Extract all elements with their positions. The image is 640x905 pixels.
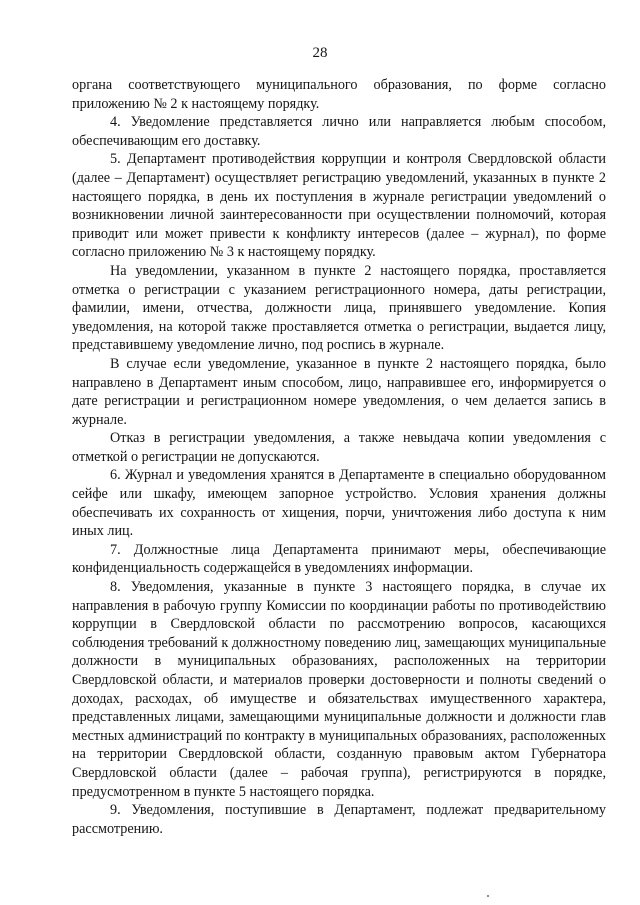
paragraph-item-4: 4. Уведомление представляется лично или направляется любым способом, обеспечивающим его доставку. <box>72 114 606 149</box>
scan-speck <box>487 895 489 897</box>
paragraph-item-8: 8. Уведомления, указанные в пункте 3 настоящего порядка, в случае их направления в рабочую группу Комиссии по координации работы по противодействию коррупции в Свердловской области по рассмотрению вопросов, касающихся соблюдения требований к должностному поведению лиц, замещающих муниципальные должности в муниципальных образованиях, расположенных на территории Свердловской области, и материалов проверки достоверности и полноты сведений о доходах, расходах, об имуществе и обязательствах имущественного характера, представленных лицами, замещающими муниципальные должности и должности глав местных администраций по контракту в муниципальных образованиях, расположенных на территории Свердловской области, созданную правовым актом Губернатора Свердловской области (далее – рабочая группа), регистрируются в порядке, предусмотренном в пункте 5 настоящего порядка. <box>72 579 606 800</box>
paragraph-other-delivery: В случае если уведомление, указанное в пункте 2 настоящего порядка, было направлено в Департамент иным способом, лицо, направившее его, информируется о дате регистрации и регистрационном номере уведомления, о чем делается запись в журнале. <box>72 355 606 428</box>
page-number: 28 <box>312 45 328 61</box>
paragraph-registration-mark: На уведомлении, указанном в пункте 2 настоящего порядка, проставляется отметка о регистрации с указанием регистрационного номера, даты регистрации, фамилии, имени, отчества, должности лица, принявшего уведомление. Копия уведомления, на которой также проставляется отметка о регистрации, выдается лицу, представившему уведомление лично, под роспись в журнале. <box>72 262 606 354</box>
paragraph-item-7: 7. Должностные лица Департамента принимают меры, обеспечивающие конфиденциальность содержащейся в уведомлениях информации. <box>72 541 606 577</box>
paragraph-item-9: 9. Уведомления, поступившие в Департамент, подлежат предварительному рассмотрению. <box>72 802 606 837</box>
paragraph-continuation: органа соответствующего муниципального образования, по форме согласно приложению № 2 к настоящему порядку. <box>72 77 606 112</box>
document-body <box>72 76 606 838</box>
paragraph-refusal: Отказ в регистрации уведомления, а также невыдача копии уведомления с отметкой о регистрации не допускаются. <box>72 430 606 465</box>
paragraph-item-5: 5. Департамент противодействия коррупции и контроля Свердловской области (далее – Департамент) осуществляет регистрацию уведомлений, указанных в пункте 2 настоящего порядка, в день их поступления в журнале регистрации уведомлений о возникновении личной заинтересованности при осуществлении полномочий, которая приводит или может привести к конфликту интересов (далее – журнал), по форме согласно приложению № 3 к настоящему порядку. <box>72 151 606 261</box>
paragraph-item-6: 6. Журнал и уведомления хранятся в Департаменте в специально оборудованном сейфе или шкафу, имеющем запорное устройство. Условия хранения должны обеспечивать их сохранность от хищения, порчи, уничтожения либо доступа к ним иных лиц. <box>72 467 606 540</box>
